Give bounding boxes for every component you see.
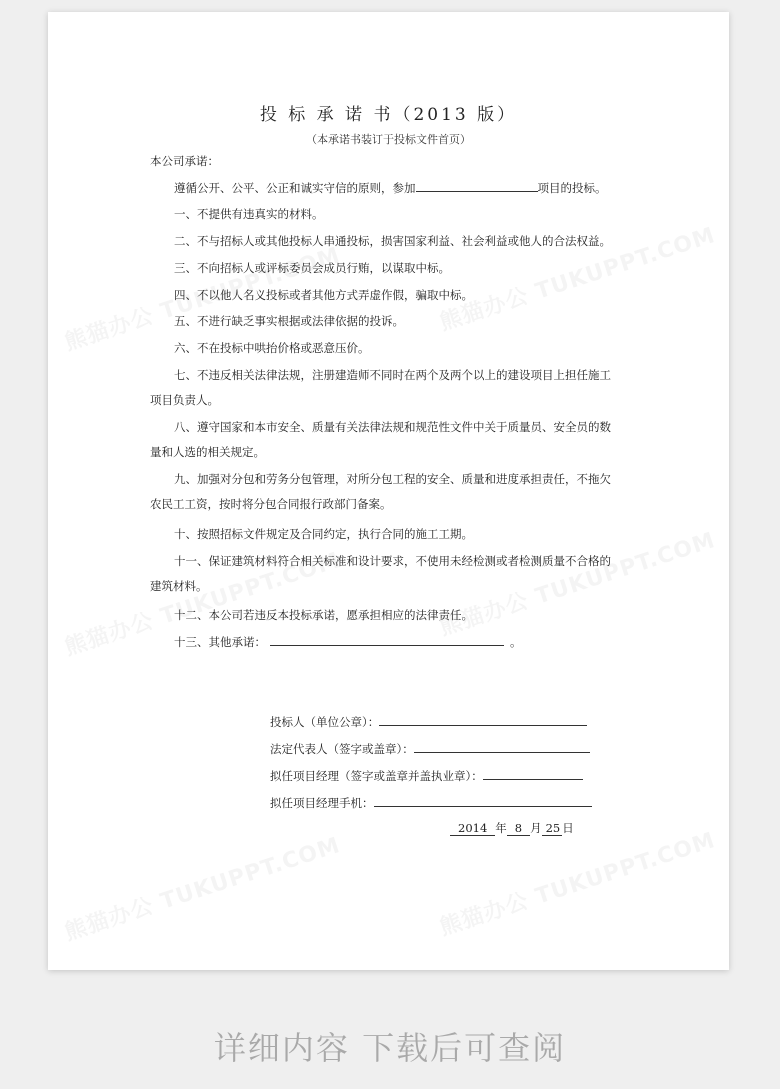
signature-line bbox=[270, 741, 590, 756]
other-commitment-end: 。 bbox=[510, 635, 522, 649]
watermark bbox=[60, 828, 344, 947]
item-line: 四、不以他人名义投标或者其他方式弄虚作假，骗取中标。 bbox=[174, 288, 473, 302]
download-hint: 详细内容 下载后可查阅 bbox=[213, 1029, 567, 1067]
participation-line bbox=[174, 180, 607, 195]
item-line: 建筑材料。 bbox=[150, 579, 208, 593]
signature-blank bbox=[374, 795, 592, 807]
signature-blank bbox=[483, 768, 583, 780]
signature-label: 拟任项目经理（签字或盖章并盖执业章）： bbox=[270, 769, 483, 783]
item-line: 七、不违反相关法律法规，注册建造师不同时在两个及两个以上的建设项目上担任施工 bbox=[174, 368, 611, 382]
watermark bbox=[435, 823, 719, 942]
item-line: 六、不在投标中哄抬价格或恶意压价。 bbox=[174, 341, 370, 355]
item-line: 十、按照招标文件规定及合同约定，执行合同的施工工期。 bbox=[174, 527, 473, 541]
item-line: 十二、本公司若违反本投标承诺，愿承担相应的法律责任。 bbox=[174, 608, 473, 622]
signature-label: 投标人（单位公章）： bbox=[270, 715, 380, 729]
item-line: 三、不向招标人或评标委员会成员行贿，以谋取中标。 bbox=[174, 261, 450, 275]
document-page bbox=[48, 12, 729, 970]
signature-line bbox=[270, 795, 592, 810]
date-year: 2014 bbox=[450, 821, 495, 836]
item-line: 二、不与招标人或其他投标人串通投标，损害国家利益、社会利益或他人的合法权益。 bbox=[174, 234, 611, 248]
item-line: 十一、保证建筑材料符合相关标准和设计要求，不使用未经检测或者检测质量不合格的 bbox=[174, 554, 611, 568]
date-year-unit: 年 bbox=[495, 821, 507, 835]
item-line: 八、遵守国家和本市安全、质量有关法律法规和规范性文件中关于质量员、安全员的数 bbox=[174, 420, 611, 434]
item-line: 九、加强对分包和劳务分包管理，对所分包工程的安全、质量和进度承担责任，不拖欠 bbox=[174, 472, 611, 486]
other-commitment-label: 十三、其他承诺： bbox=[174, 635, 266, 649]
date-day-unit: 日 bbox=[562, 821, 574, 835]
intro-line: 本公司承诺： bbox=[150, 154, 219, 168]
signature-blank bbox=[414, 741, 590, 753]
other-commitment-line bbox=[174, 634, 522, 649]
signature-line bbox=[270, 768, 583, 783]
item-line: 项目负责人。 bbox=[150, 393, 219, 407]
item-line: 农民工工资，按时将分包合同报行政部门备案。 bbox=[150, 497, 392, 511]
document-title: 投 标 承 诺 书（2013 版） bbox=[259, 105, 518, 125]
item-line: 一、不提供有违真实的材料。 bbox=[174, 207, 324, 221]
other-commitment-blank bbox=[270, 634, 504, 646]
participation-suffix: 项目的投标。 bbox=[537, 181, 607, 195]
project-name-blank bbox=[416, 180, 538, 192]
date-line bbox=[450, 821, 574, 835]
date-day: 25 bbox=[542, 821, 563, 836]
signature-line bbox=[270, 714, 587, 729]
signature-label: 拟任项目经理手机： bbox=[270, 796, 374, 810]
document-subtitle: （本承诺书装订于投标文件首页） bbox=[306, 133, 471, 146]
participation-text: 遵循公开、公平、公正和诚实守信的原则，参加 bbox=[174, 181, 416, 195]
signature-blank bbox=[379, 714, 587, 726]
watermark bbox=[435, 523, 719, 642]
item-line: 量和人选的相关规定。 bbox=[150, 445, 265, 459]
date-month-unit: 月 bbox=[530, 821, 542, 835]
item-line: 五、不进行缺乏事实根据或法律依据的投诉。 bbox=[174, 314, 404, 328]
signature-label: 法定代表人（签字或盖章）： bbox=[270, 742, 414, 756]
date-month: 8 bbox=[507, 821, 530, 836]
